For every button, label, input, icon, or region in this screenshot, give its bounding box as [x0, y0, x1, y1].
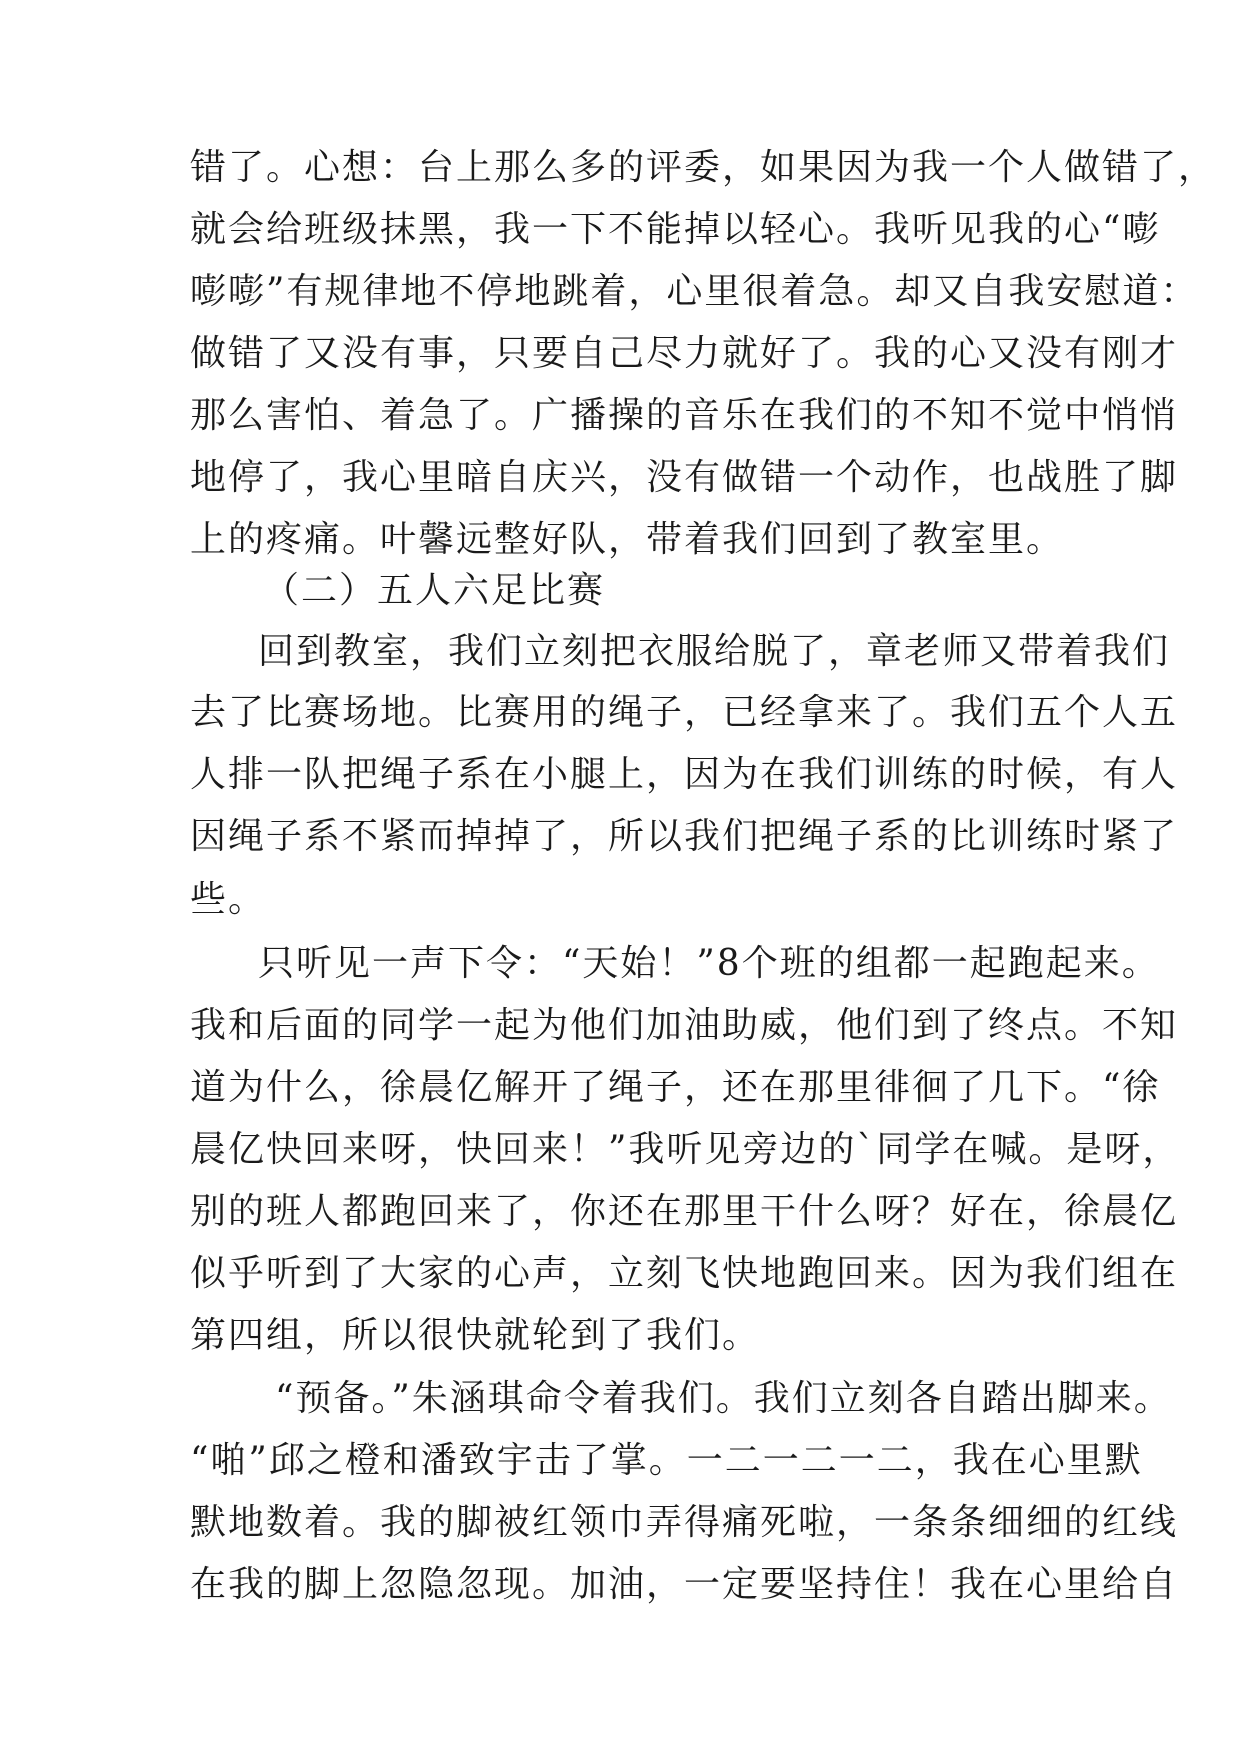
text-line: “啪”邱之橙和潘致宇击了掌。一二一二一二，我在心里默	[190, 1440, 1143, 1481]
text-line: 在我的脚上忽隐忽现。加油，一定要坚持住！我在心里给自	[190, 1564, 1179, 1605]
text-line: 默地数着。我的脚被红领巾弄得痛死啦，一条条细细的红线	[190, 1502, 1179, 1543]
text-line: 人排一队把绳子系在小腿上，因为在我们训练的时候，有人	[190, 754, 1179, 795]
text-line: 嘭嘭”有规律地不停地跳着，心里很着急。却又自我安慰道：	[190, 271, 1199, 312]
text-line: 晨亿快回来呀，快回来！”我听见旁边的`同学在喊。是呀，	[190, 1129, 1181, 1170]
text-line: 那么害怕、着急了。广播操的音乐在我们的不知不觉中悄悄	[190, 395, 1179, 436]
text-line: 我和后面的同学一起为他们加油助威，他们到了终点。不知	[190, 1005, 1179, 1046]
text-line: 错了。心想：台上那么多的评委，如果因为我一个人做错了，	[190, 147, 1217, 188]
text-line: 第四组，所以很快就轮到了我们。	[190, 1315, 761, 1356]
text-line: 地停了，我心里暗自庆兴，没有做错一个动作，也战胜了脚	[190, 457, 1179, 498]
text-line: 道为什么，徐晨亿解开了绳子，还在那里徘徊了几下。“徐	[190, 1067, 1161, 1108]
text-line: 去了比赛场地。比赛用的绳子，已经拿来了。我们五个人五	[190, 692, 1179, 733]
text-line: 别的班人都跑回来了，你还在那里干什么呀？好在，徐晨亿	[190, 1191, 1179, 1232]
text-line: 些。	[190, 879, 267, 920]
section-heading: （二）五人六足比赛	[263, 570, 606, 611]
text-line: 就会给班级抹黑，我一下不能掉以轻心。我听见我的心“嘭	[190, 209, 1161, 250]
paragraph-start: 只听见一声下令：“天始！”8个班的组都一起跑起来。	[258, 943, 1160, 984]
paragraph-start: 回到教室，我们立刻把衣服给脱了，章老师又带着我们	[258, 631, 1171, 672]
text-line: 似乎听到了大家的心声，立刻飞快地跑回来。因为我们组在	[190, 1253, 1179, 1294]
text-line: 因绳子系不紧而掉掉了，所以我们把绳子系的比训练时紧了	[190, 816, 1179, 857]
paragraph-start: “预备。”朱涵琪命令着我们。我们立刻各自踏出脚来。	[275, 1378, 1172, 1419]
text-line: 做错了又没有事，只要自己尽力就好了。我的心又没有刚才	[190, 333, 1179, 374]
text-line: 上的疼痛。叶馨远整好队，带着我们回到了教室里。	[190, 519, 1065, 560]
